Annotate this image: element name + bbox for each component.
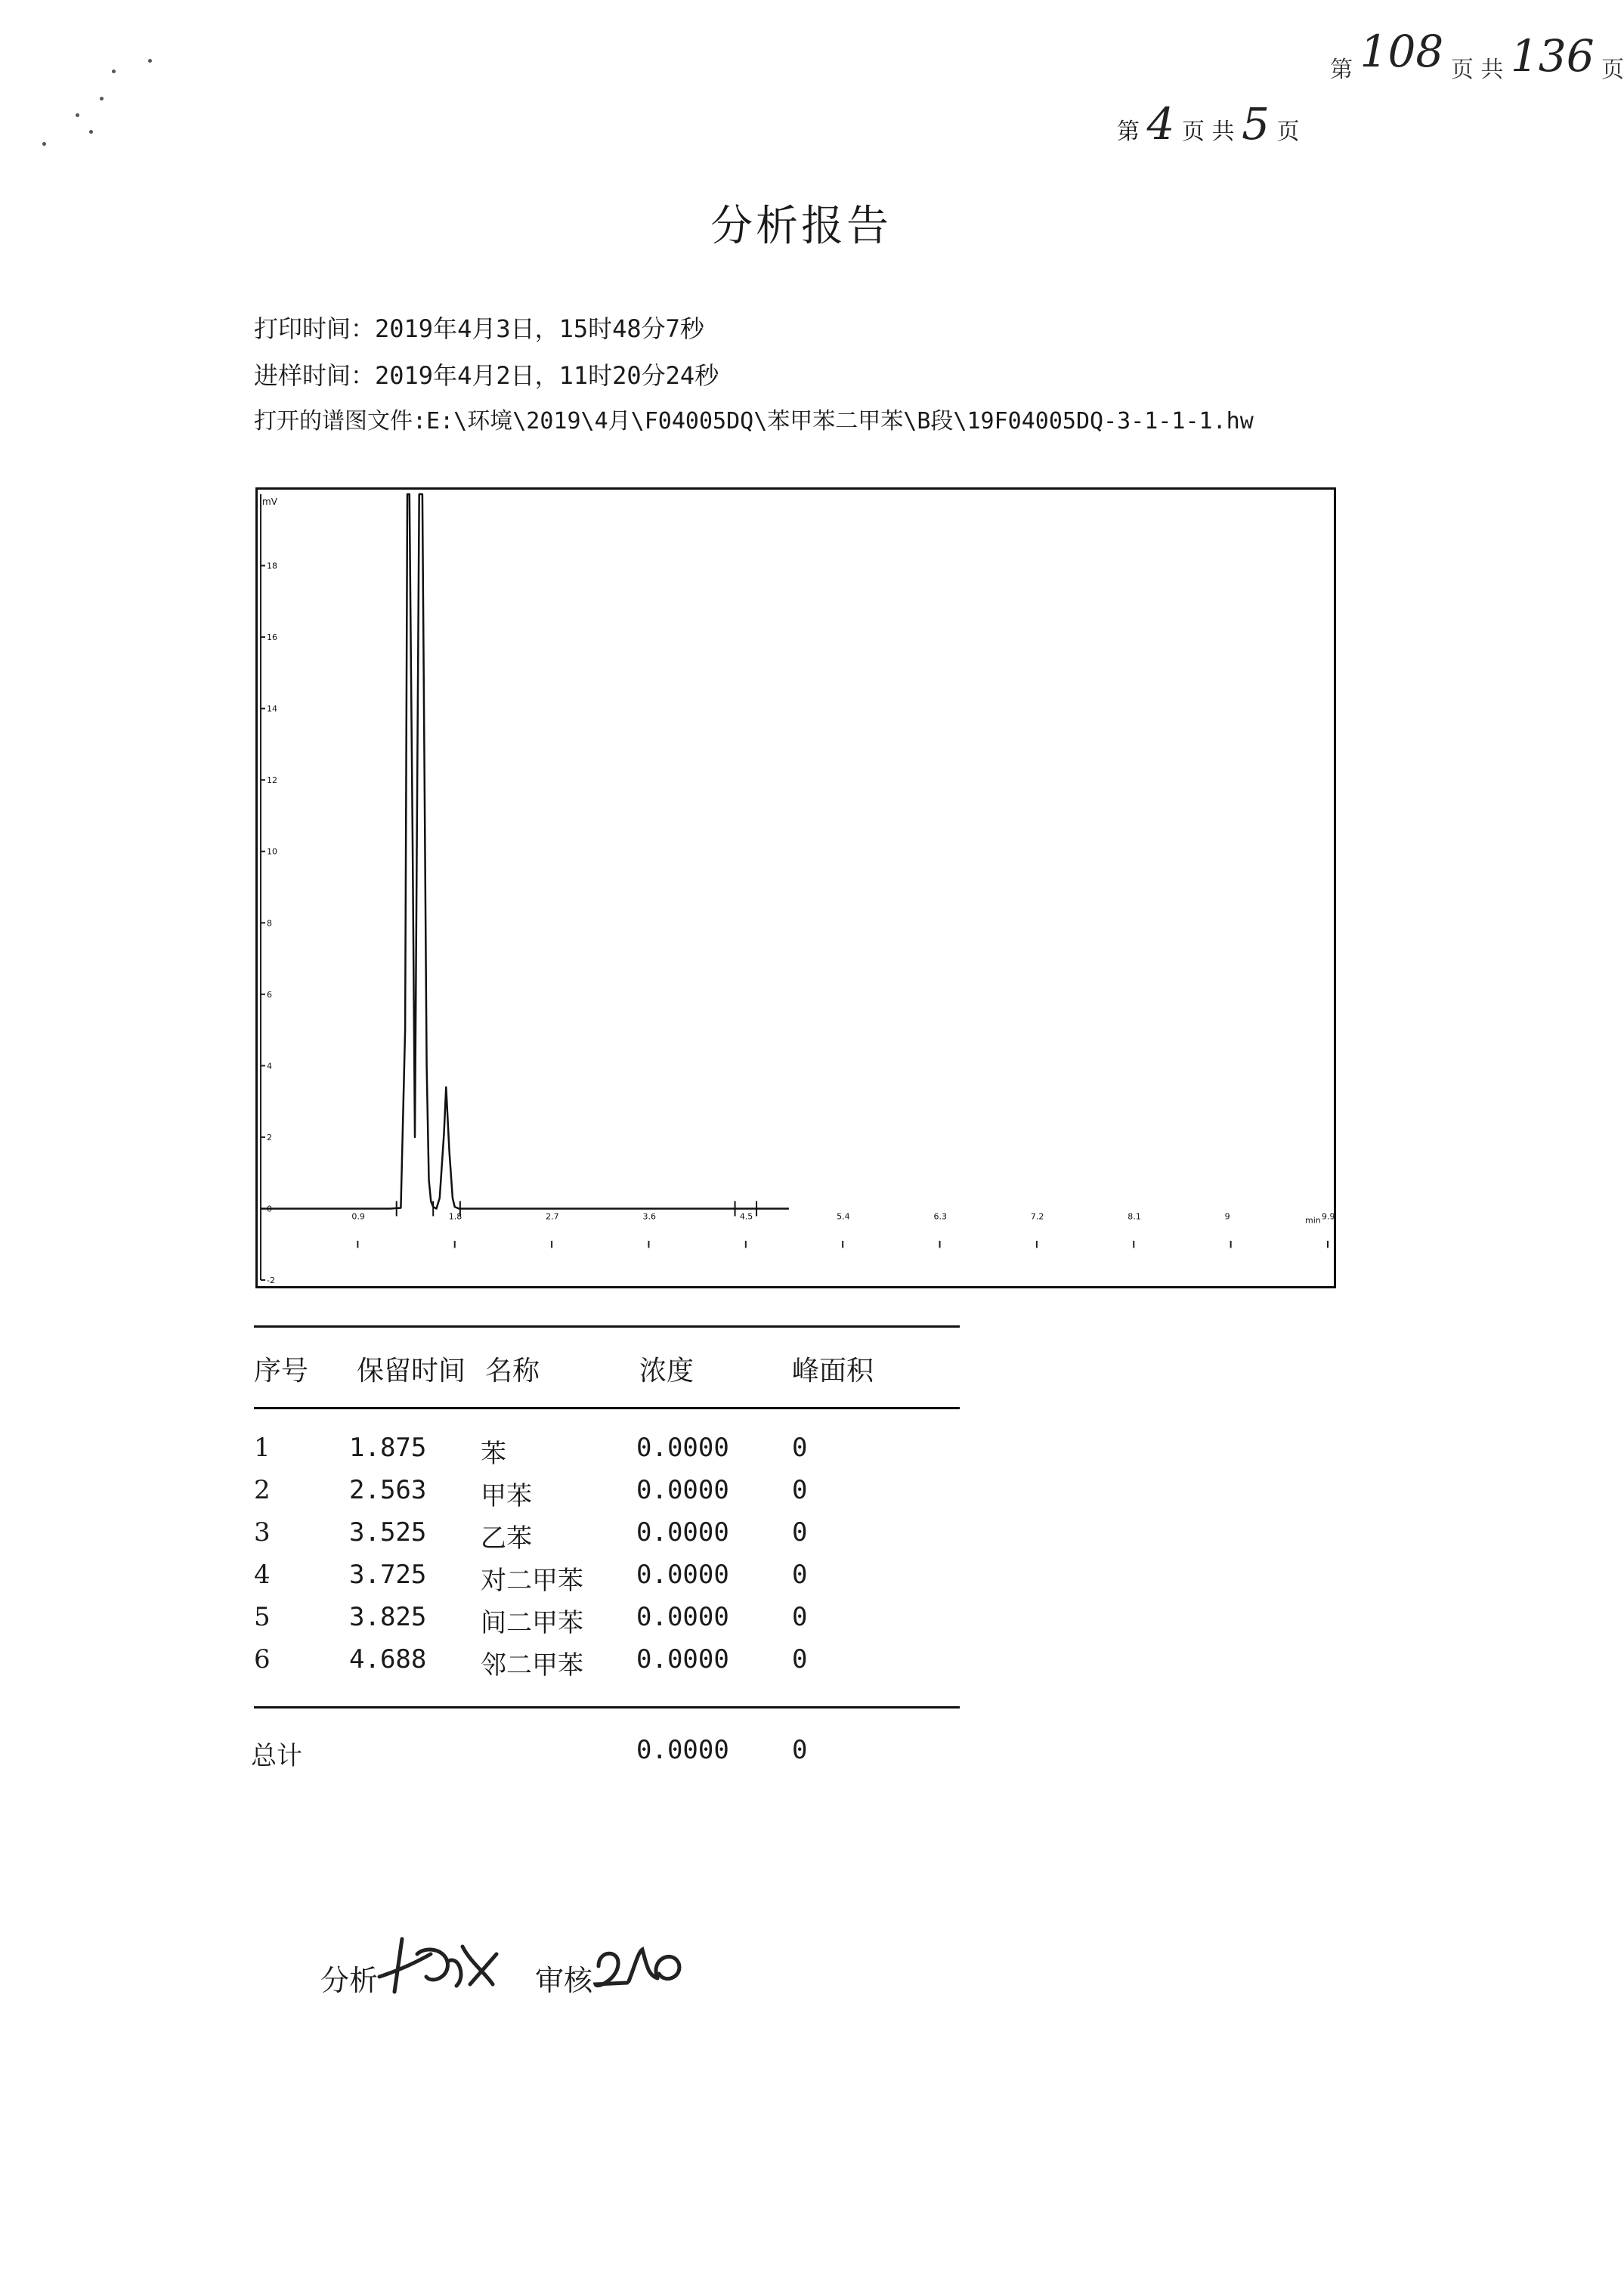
row-peak-area: 0 — [792, 1644, 808, 1674]
y-tick-label: 2 — [267, 1132, 272, 1143]
row-concentration: 0.0000 — [636, 1644, 729, 1674]
reviewer-signature — [589, 1936, 688, 1996]
row-retention-time: 3.825 — [349, 1602, 427, 1632]
y-tick-label: -2 — [267, 1276, 275, 1285]
row-name: 甲苯 — [481, 1481, 532, 1511]
injection-time: 进样时间：2019年4月2日，11时20分24秒 — [254, 361, 719, 390]
row-name: 邻二甲苯 — [481, 1650, 583, 1681]
row-name: 对二甲苯 — [481, 1566, 583, 1596]
print-time: 打印时间：2019年4月3日，15时48分7秒 — [254, 314, 704, 343]
x-axis-unit: min — [1305, 1215, 1321, 1226]
table-header-rule — [254, 1407, 960, 1409]
chromatogram-frame — [255, 487, 1336, 1288]
row-peak-area: 0 — [792, 1560, 808, 1590]
header-retention-time: 保留时间 — [357, 1356, 466, 1387]
table-top-rule — [254, 1325, 960, 1328]
x-tick-label: 5.4 — [837, 1211, 850, 1222]
y-tick-label: 0 — [267, 1204, 272, 1214]
row-name: 苯 — [481, 1439, 506, 1469]
row-no: 1 — [254, 1433, 271, 1463]
outer-page-mid: 页 共 — [1450, 57, 1504, 83]
y-tick-label: 18 — [267, 561, 277, 571]
outer-page-value: 108 — [1360, 26, 1444, 77]
row-retention-time: 2.563 — [349, 1475, 427, 1505]
header-peak-area: 峰面积 — [792, 1356, 874, 1387]
y-tick-label: 8 — [267, 918, 272, 929]
analyst-label: 分析 — [320, 1964, 379, 1997]
inner-page-mid: 页 共 — [1182, 119, 1235, 145]
inner-page-value: 4 — [1146, 98, 1175, 150]
scan-speck — [112, 70, 116, 73]
inner-page-total: 5 — [1242, 98, 1270, 150]
row-concentration: 0.0000 — [636, 1433, 729, 1463]
chromatogram-file-path: 打开的谱图文件:E:\环境\2019\4月\F04005DQ\苯甲苯二甲苯\B段\19F04005DQ-3-1-1-1.hw — [254, 408, 1254, 434]
total-peak-area: 0 — [792, 1735, 808, 1765]
outer-page-total: 136 — [1510, 30, 1595, 82]
y-tick-label: 10 — [267, 846, 277, 857]
row-retention-time: 3.725 — [349, 1560, 427, 1590]
y-tick-label: 16 — [267, 632, 277, 643]
row-no: 6 — [254, 1644, 271, 1674]
scan-speck — [76, 113, 79, 117]
row-no: 5 — [254, 1602, 271, 1632]
row-retention-time: 4.688 — [349, 1644, 427, 1674]
row-name: 间二甲苯 — [481, 1608, 583, 1638]
row-concentration: 0.0000 — [636, 1560, 729, 1590]
scan-speck — [89, 130, 93, 134]
chromatogram-ticks — [261, 561, 1335, 1285]
row-no: 3 — [254, 1517, 271, 1548]
header-no: 序号 — [254, 1356, 309, 1387]
analyst-signature — [372, 1931, 500, 1999]
scan-speck — [100, 97, 104, 100]
chromatogram-traces — [261, 494, 789, 1209]
y-tick-label: 12 — [267, 775, 277, 786]
x-tick-label: 2.7 — [546, 1211, 559, 1222]
outer-page-number — [1330, 26, 1624, 88]
chromatogram — [258, 490, 1334, 1286]
x-tick-label: 7.2 — [1030, 1211, 1044, 1222]
header-concentration: 浓度 — [639, 1356, 694, 1387]
row-concentration: 0.0000 — [636, 1602, 729, 1632]
row-peak-area: 0 — [792, 1602, 808, 1632]
total-label: 总计 — [251, 1741, 302, 1771]
outer-page-suffix: 页 — [1601, 57, 1624, 83]
total-concentration: 0.0000 — [636, 1735, 729, 1765]
reviewer-label: 审核 — [535, 1964, 593, 1997]
x-tick-label: 9 — [1224, 1211, 1230, 1222]
row-no: 2 — [254, 1475, 271, 1505]
row-peak-area: 0 — [792, 1517, 808, 1548]
header-name: 名称 — [485, 1356, 540, 1387]
x-tick-label: 9.9 — [1322, 1211, 1335, 1222]
x-tick-label: 0.9 — [351, 1211, 365, 1222]
inner-page-prefix: 第 — [1117, 119, 1140, 145]
y-tick-label: 4 — [267, 1061, 272, 1071]
outer-page-prefix: 第 — [1330, 57, 1353, 83]
x-tick-label: 1.8 — [448, 1211, 462, 1222]
report-title: 分析报告 — [710, 202, 892, 251]
row-peak-area: 0 — [792, 1475, 808, 1505]
row-concentration: 0.0000 — [636, 1517, 729, 1548]
table-bottom-rule — [254, 1706, 960, 1708]
row-name: 乙苯 — [481, 1523, 532, 1554]
inner-page-number — [1117, 98, 1300, 150]
chromatogram-axes — [261, 494, 1321, 1280]
row-peak-area: 0 — [792, 1433, 808, 1463]
x-tick-label: 6.3 — [933, 1211, 948, 1222]
row-no: 4 — [254, 1560, 271, 1590]
y-axis-unit: mV — [262, 496, 277, 507]
inner-page-suffix: 页 — [1276, 119, 1300, 145]
row-concentration: 0.0000 — [636, 1475, 729, 1505]
chromatogram-trace — [261, 494, 789, 1209]
y-tick-label: 14 — [267, 703, 277, 714]
scan-speck — [42, 142, 46, 146]
scan-speck — [148, 59, 152, 63]
x-tick-label: 8.1 — [1128, 1211, 1141, 1222]
row-retention-time: 1.875 — [349, 1433, 427, 1463]
y-tick-label: 6 — [267, 989, 272, 1000]
row-retention-time: 3.525 — [349, 1517, 427, 1548]
x-tick-label: 3.6 — [642, 1211, 656, 1222]
x-tick-label: 4.5 — [739, 1211, 753, 1222]
